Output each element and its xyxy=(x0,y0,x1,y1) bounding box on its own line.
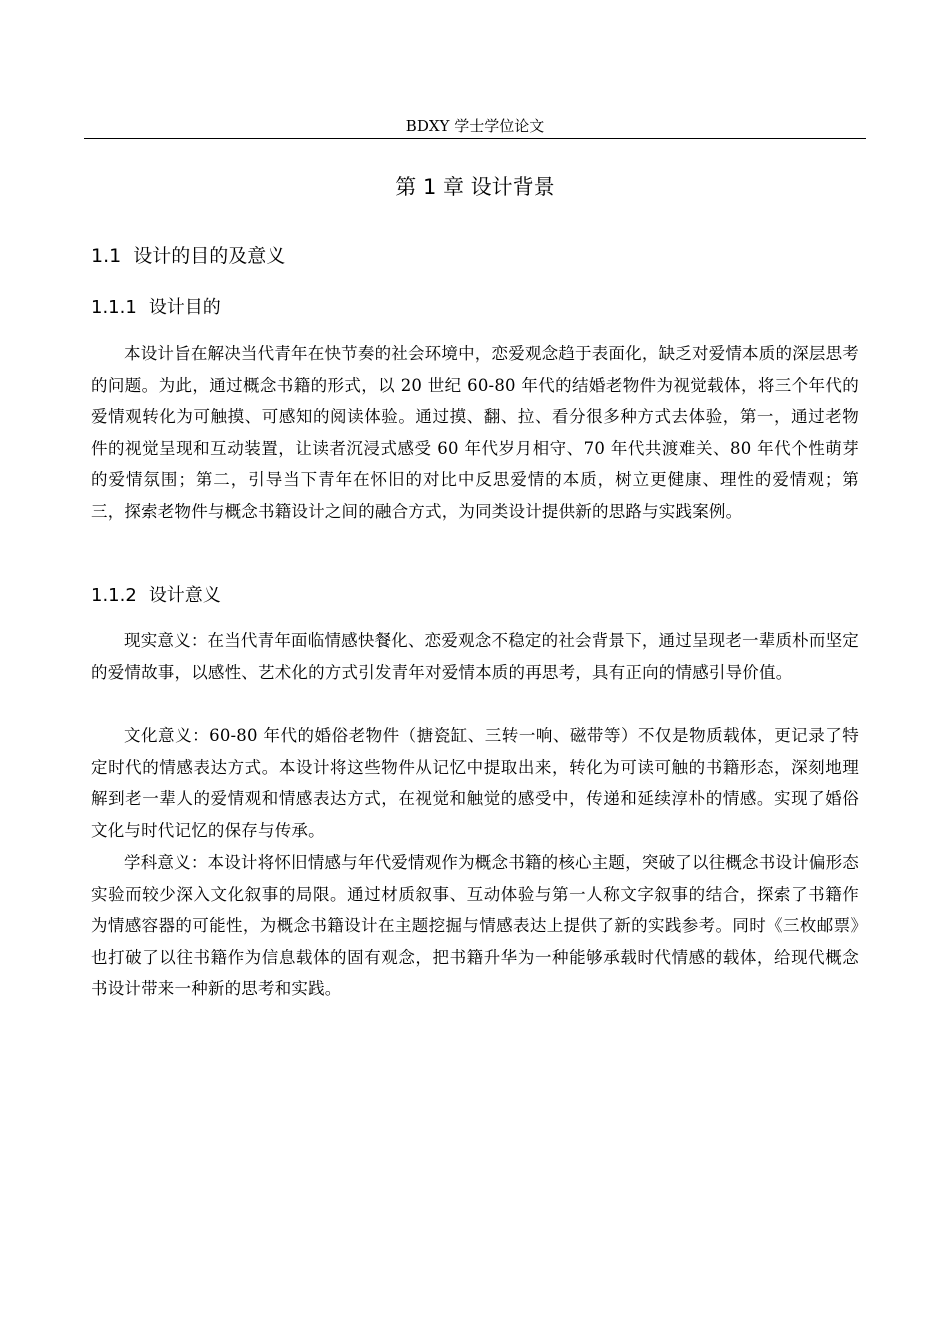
section-number: 1.1.2 xyxy=(91,585,137,606)
section-heading-1-1 xyxy=(91,242,285,270)
section-number: 1.1 xyxy=(91,245,122,267)
section-title: 设计意义 xyxy=(148,585,221,606)
section-number: 1.1.1 xyxy=(91,297,137,318)
chapter-title: 第 1 章 设计背景 xyxy=(395,175,555,199)
page-header-text: BDXY 学士学位论文 xyxy=(405,117,545,135)
paragraph-practical-significance: 现实意义：在当代青年面临情感快餐化、恋爱观念不稳定的社会背景下，通过呈现老一辈质朴而坚定的爱情故事，以感性、艺术化的方式引发青年对爱情本质的再思考，具有正向的情感引导价值。 xyxy=(91,631,859,682)
section-heading-1-1-2 xyxy=(91,582,221,610)
section-title: 设计的目的及意义 xyxy=(133,245,286,267)
paragraph-design-purpose: 本设计旨在解决当代青年在快节奏的社会环境中，恋爱观念趋于表面化，缺乏对爱情本质的深层思考的问题。为此，通过概念书籍的形式，以 20 世纪 60-80 年代的结婚老物件为视觉载体，将三个年代的爱情观转化为可触摸、可感知的阅读体验。通过摸、翻、拉、看分很多种方式去体验，第一，通过老物件的视觉呈现和互动装置，让读者沉浸式感受 60 年代岁月相守、70 年代共渡难关、80 年代个性萌芽的爱情氛围；第二，引导当下青年在怀旧的对比中反思爱情的本质，树立更健康、理性的爱情观；第三，探索老物件与概念书籍设计之间的融合方式，为同类设计提供新的思路与实践案例。 xyxy=(91,344,859,521)
paragraph-cultural-significance: 文化意义：60-80 年代的婚俗老物件（搪瓷缸、三转一响、磁带等）不仅是物质载体，更记录了特定时代的情感表达方式。本设计将这些物件从记忆中提取出来，转化为可读可触的书籍形态，深刻地理解到老一辈人的爱情观和情感表达方式，在视觉和触觉的感受中，传递和延续淳朴的情感。实现了婚俗文化与时代记忆的保存与传承。 xyxy=(91,726,859,840)
page-header xyxy=(84,116,866,139)
section-heading-1-1-1 xyxy=(91,294,221,322)
section-title: 设计目的 xyxy=(148,297,221,318)
paragraph-academic-significance: 学科意义：本设计将怀旧情感与年代爱情观作为概念书籍的核心主题，突破了以往概念书设计偏形态实验而较少深入文化叙事的局限。通过材质叙事、互动体验与第一人称文字叙事的结合，探索了书籍作为情感容器的可能性，为概念书籍设计在主题挖掘与情感表达上提供了新的实践参考。同时《三枚邮票》也打破了以往书籍作为信息载体的固有观念，把书籍升华为一种能够承载时代情感的载体，给现代概念书设计带来一种新的思考和实践。 xyxy=(91,853,859,999)
